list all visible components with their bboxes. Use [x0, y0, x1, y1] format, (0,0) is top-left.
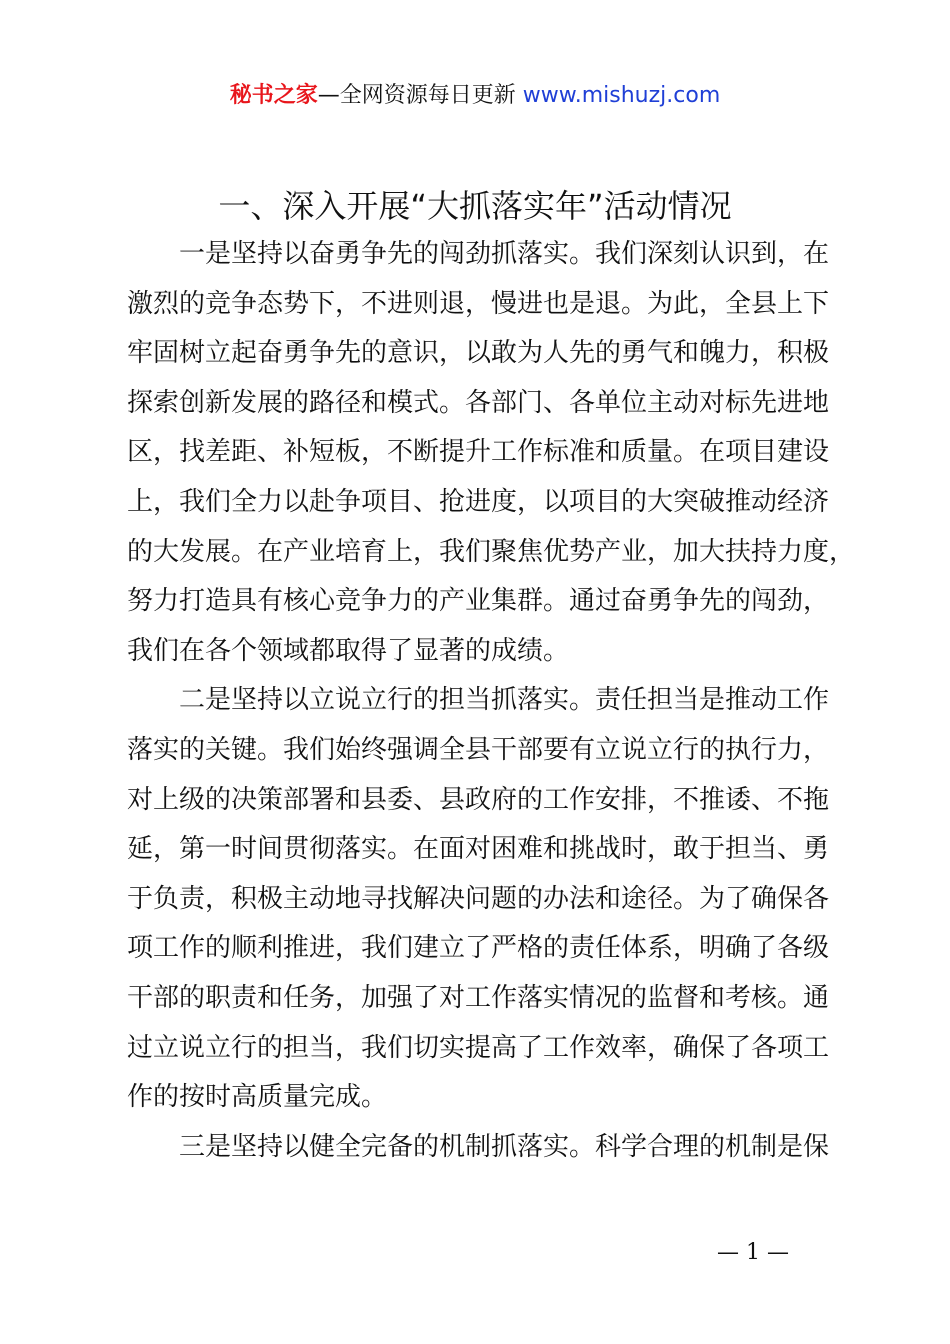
paragraph-line: 探索创新发展的路径和模式。各部门、各单位主动对标先进地	[127, 387, 830, 418]
document-body	[127, 230, 856, 1172]
paragraph-line: 项工作的顺利推进，我们建立了严格的责任体系，明确了各级	[127, 933, 830, 964]
paragraph-line: 一是坚持以奋勇争先的闯劲抓落实。我们深刻认识到，在	[179, 239, 830, 269]
paragraph-line: 我们在各个领域都取得了显著的成绩。	[127, 635, 570, 666]
paragraph-line: 延，第一时间贯彻落实。在面对困难和挑战时，敢于担当、勇	[127, 834, 830, 865]
page-number: — 1 —	[717, 1240, 789, 1265]
paragraph-line: 的大发展。在产业培育上，我们聚焦优势产业，加大扶持力度，	[127, 536, 856, 567]
paragraph-line: 于负责，积极主动地寻找解决问题的办法和途径。为了确保各	[127, 883, 830, 914]
header-tagline: —全网资源每日更新	[317, 83, 523, 108]
site-url-link[interactable]: www.mishuzj.com	[522, 83, 721, 108]
brand-name: 秘书之家	[229, 83, 318, 108]
paragraph-line: 区，找差距、补短板，不断提升工作标准和质量。在项目建设	[127, 437, 830, 468]
paragraph-line: 过立说立行的担当，我们切实提高了工作效率，确保了各项工	[127, 1032, 830, 1063]
paragraph-line: 作的按时高质量完成。	[127, 1082, 388, 1113]
paragraph-line: 对上级的决策部署和县委、县政府的工作安排，不推诿、不拖	[127, 784, 830, 815]
paragraph-line: 努力打造具有核心竞争力的产业集群。通过奋勇争先的闯劲，	[127, 586, 830, 617]
paragraph-line: 干部的职责和任务，加强了对工作落实情况的监督和考核。通	[127, 982, 830, 1013]
paragraph-line: 上，我们全力以赴争项目、抢进度，以项目的大突破推动经济	[127, 486, 830, 517]
paragraph-line: 落实的关键。我们始终强调全县干部要有立说立行的执行力，	[127, 734, 830, 765]
paragraph-line: 二是坚持以立说立行的担当抓落实。责任担当是推动工作	[179, 685, 830, 716]
paragraph-line: 激烈的竞争态势下，不进则退，慢进也是退。为此，全县上下	[127, 288, 830, 319]
section-title: 一、深入开展“大抓落实年”活动情况	[218, 187, 732, 225]
paragraph-line: 牢固树立起奋勇争先的意识，以敢为人先的勇气和魄力，积极	[127, 338, 830, 369]
site-header	[0, 80, 950, 112]
paragraph-line: 三是坚持以健全完备的机制抓落实。科学合理的机制是保	[179, 1131, 830, 1162]
